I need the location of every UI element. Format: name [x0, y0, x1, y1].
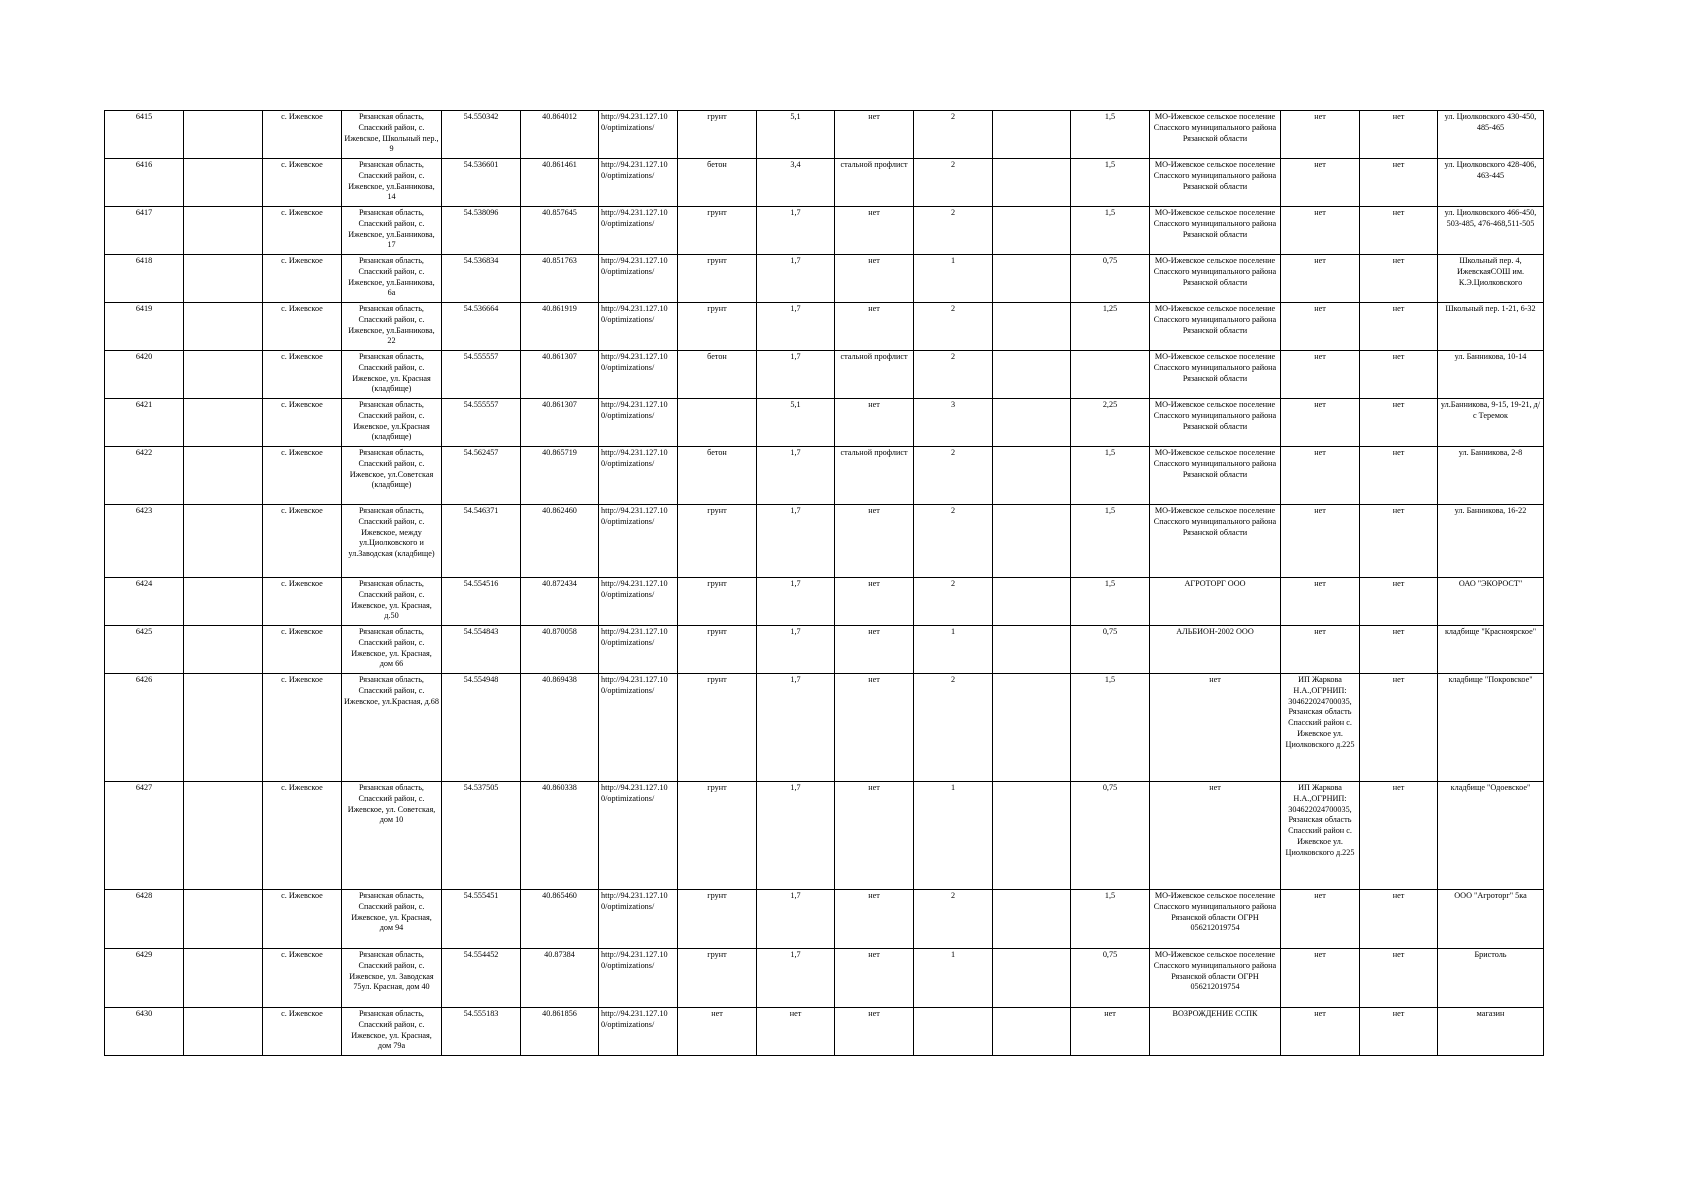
cell-served: ул. Циолковского 466-450, 503-485, 476-468,511-505	[1438, 207, 1544, 255]
cell-owner: нет	[1150, 782, 1281, 890]
cell-volume: 1,5	[1071, 505, 1150, 578]
cell-latitude: 54.536834	[442, 255, 521, 303]
cell-place: с. Ижевское	[263, 255, 342, 303]
cell-volume: 1,5	[1071, 578, 1150, 626]
cell-id: 6429	[105, 949, 184, 1008]
cell-longitude: 40.861856	[521, 1008, 599, 1056]
cell-longitude: 40.869438	[521, 674, 599, 782]
cell-place: с. Ижевское	[263, 303, 342, 351]
cell-surface: бетон	[678, 159, 757, 207]
table-row	[105, 1008, 1544, 1056]
cell-place: с. Ижевское	[263, 1008, 342, 1056]
cell-latitude: 54.536601	[442, 159, 521, 207]
cell-empty	[184, 351, 263, 399]
cell-served: Бристоль	[1438, 949, 1544, 1008]
cell-address: Рязанская область, Спасский район, с. Ижевское, ул. Советская, дом 10	[342, 782, 442, 890]
cell-col15: нет	[1281, 159, 1360, 207]
cell-served: кладбище "Одоевское"	[1438, 782, 1544, 890]
cell-id: 6424	[105, 578, 184, 626]
cell-empty	[184, 949, 263, 1008]
cell-link[interactable]: http://94.231.127.10 0/optimizations/	[599, 890, 678, 949]
cell-place: с. Ижевское	[263, 626, 342, 674]
cell-container-count: 2	[914, 447, 993, 505]
table-row	[105, 111, 1544, 159]
cell-volume: 1,5	[1071, 207, 1150, 255]
cell-address: Рязанская область, Спасский район, с. Ижевское, ул.Красная (кладбище)	[342, 399, 442, 447]
cell-fence: нет	[835, 578, 914, 626]
table-row	[105, 447, 1544, 505]
cell-empty	[993, 674, 1071, 782]
table-row	[105, 890, 1544, 949]
cell-col15: нет	[1281, 447, 1360, 505]
cell-container-count: 2	[914, 207, 993, 255]
cell-container-count: 1	[914, 626, 993, 674]
cell-surface: бетон	[678, 351, 757, 399]
cell-surface: грунт	[678, 505, 757, 578]
cell-longitude: 40.864012	[521, 111, 599, 159]
cell-surface: грунт	[678, 674, 757, 782]
cell-link[interactable]: http://94.231.127.10 0/optimizations/	[599, 351, 678, 399]
cell-id: 6415	[105, 111, 184, 159]
cell-volume: 0,75	[1071, 255, 1150, 303]
cell-latitude: 54.554948	[442, 674, 521, 782]
cell-fence: нет	[835, 505, 914, 578]
table-row	[105, 626, 1544, 674]
table-row	[105, 674, 1544, 782]
cell-latitude: 54.555183	[442, 1008, 521, 1056]
cell-surface: грунт	[678, 111, 757, 159]
cell-empty	[993, 255, 1071, 303]
cell-empty	[184, 674, 263, 782]
cell-col15: нет	[1281, 351, 1360, 399]
cell-latitude: 54.536664	[442, 303, 521, 351]
cell-container-count: 2	[914, 303, 993, 351]
cell-empty	[993, 782, 1071, 890]
cell-col16: нет	[1360, 159, 1438, 207]
cell-volume: 1,5	[1071, 447, 1150, 505]
cell-surface: грунт	[678, 303, 757, 351]
cell-surface: нет	[678, 1008, 757, 1056]
cell-longitude: 40.865460	[521, 890, 599, 949]
cell-surface: бетон	[678, 447, 757, 505]
table-row	[105, 207, 1544, 255]
cell-area: 1,7	[757, 674, 835, 782]
cell-owner: МО-Ижевское сельское поселение Спасского муниципального района Рязанской области	[1150, 303, 1281, 351]
cell-col15: нет	[1281, 303, 1360, 351]
cell-link[interactable]: http://94.231.127.10 0/optimizations/	[599, 505, 678, 578]
cell-surface: грунт	[678, 578, 757, 626]
cell-container-count: 2	[914, 674, 993, 782]
cell-owner: АЛЬБИОН-2002 ООО	[1150, 626, 1281, 674]
cell-longitude: 40.851763	[521, 255, 599, 303]
cell-place: с. Ижевское	[263, 674, 342, 782]
cell-longitude: 40.861461	[521, 159, 599, 207]
cell-latitude: 54.554516	[442, 578, 521, 626]
cell-served: магазин	[1438, 1008, 1544, 1056]
cell-area: 1,7	[757, 351, 835, 399]
cell-longitude: 40.861307	[521, 399, 599, 447]
cell-col15: нет	[1281, 890, 1360, 949]
cell-owner: МО-Ижевское сельское поселение Спасского муниципального района Рязанской области	[1150, 255, 1281, 303]
cell-address: Рязанская область, Спасский район, с. Ижевское, ул.Советская (кладбище)	[342, 447, 442, 505]
cell-volume: 1,5	[1071, 674, 1150, 782]
cell-address: Рязанская область, Спасский район, с. Ижевское, ул. Красная, дом 94	[342, 890, 442, 949]
cell-id: 6418	[105, 255, 184, 303]
cell-fence: нет	[835, 782, 914, 890]
cell-place: с. Ижевское	[263, 447, 342, 505]
cell-col15: нет	[1281, 578, 1360, 626]
cell-fence: нет	[835, 949, 914, 1008]
cell-id: 6421	[105, 399, 184, 447]
cell-surface: грунт	[678, 890, 757, 949]
cell-volume: нет	[1071, 1008, 1150, 1056]
cell-container-count: 2	[914, 351, 993, 399]
cell-volume: 1,5	[1071, 159, 1150, 207]
cell-col15: нет	[1281, 399, 1360, 447]
cell-col16: нет	[1360, 505, 1438, 578]
cell-latitude: 54.555557	[442, 399, 521, 447]
cell-link[interactable]: http://94.231.127.10 0/optimizations/	[599, 949, 678, 1008]
cell-empty	[184, 447, 263, 505]
cell-container-count: 2	[914, 890, 993, 949]
cell-surface	[678, 399, 757, 447]
cell-container-count: 1	[914, 949, 993, 1008]
cell-address: Рязанская область, Спасский район, с. Ижевское, ул.Красная, д.68	[342, 674, 442, 782]
cell-place: с. Ижевское	[263, 890, 342, 949]
cell-address: Рязанская область, Спасский район, с. Ижевское, между ул.Циолковского и ул.Заводская (кладбище)	[342, 505, 442, 578]
cell-served: кладбище "Красноярское"	[1438, 626, 1544, 674]
cell-area: 1,7	[757, 782, 835, 890]
cell-address: Рязанская область, Спасский район, с. Ижевское, ул.Банникова, 22	[342, 303, 442, 351]
cell-link[interactable]: http://94.231.127.10 0/optimizations/	[599, 207, 678, 255]
cell-col16: нет	[1360, 674, 1438, 782]
cell-place: с. Ижевское	[263, 578, 342, 626]
cell-surface: грунт	[678, 782, 757, 890]
cell-served: ул. Циолковского 430-450, 485-465	[1438, 111, 1544, 159]
table-row	[105, 351, 1544, 399]
cell-empty	[184, 207, 263, 255]
cell-address: Рязанская область, Спасский район, с. Ижевское, Школьный пер., 9	[342, 111, 442, 159]
cell-fence: нет	[835, 674, 914, 782]
cell-served: ул.Банникова, 9-15, 19-21, д/с Теремок	[1438, 399, 1544, 447]
cell-address: Рязанская область, Спасский район, с. Ижевское, ул. Красная, дом 79а	[342, 1008, 442, 1056]
cell-id: 6425	[105, 626, 184, 674]
cell-link[interactable]: http://94.231.127.10 0/optimizations/	[599, 159, 678, 207]
cell-col15: нет	[1281, 505, 1360, 578]
cell-address: Рязанская область, Спасский район, с. Ижевское, ул. Красная, д.50	[342, 578, 442, 626]
cell-address: Рязанская область, Спасский район, с. Ижевское, ул. Заводская 75ул. Красная, дом 40	[342, 949, 442, 1008]
cell-place: с. Ижевское	[263, 782, 342, 890]
cell-empty	[993, 1008, 1071, 1056]
cell-fence: нет	[835, 207, 914, 255]
cell-served: ул. Банникова, 2-8	[1438, 447, 1544, 505]
cell-latitude: 54.550342	[442, 111, 521, 159]
cell-col15: ИП Жаркова Н.А.,ОГРНИП: 304622024700035, Рязанская область Спасский район с. Ижевское ул. Циолковского д.225	[1281, 782, 1360, 890]
cell-id: 6419	[105, 303, 184, 351]
cell-address: Рязанская область, Спасский район, с. Ижевское, ул. Красная (кладбище)	[342, 351, 442, 399]
cell-empty	[184, 578, 263, 626]
cell-col15: нет	[1281, 949, 1360, 1008]
cell-empty	[993, 626, 1071, 674]
cell-owner: МО-Ижевское сельское поселение Спасского муниципального района Рязанской области ОГРН 056212019754	[1150, 890, 1281, 949]
registry-table	[104, 110, 1544, 1056]
cell-owner: МО-Ижевское сельское поселение Спасского муниципального района Рязанской области	[1150, 159, 1281, 207]
cell-col16: нет	[1360, 949, 1438, 1008]
cell-surface: грунт	[678, 255, 757, 303]
cell-served: ул. Банникова, 10-14	[1438, 351, 1544, 399]
cell-empty	[993, 505, 1071, 578]
cell-id: 6422	[105, 447, 184, 505]
cell-volume	[1071, 351, 1150, 399]
cell-col15: нет	[1281, 255, 1360, 303]
cell-served: ООО "Агроторг" 5ка	[1438, 890, 1544, 949]
cell-latitude: 54.554843	[442, 626, 521, 674]
cell-address: Рязанская область, Спасский район, с. Ижевское, ул.Банникова, 14	[342, 159, 442, 207]
cell-col16: нет	[1360, 111, 1438, 159]
cell-container-count: 3	[914, 399, 993, 447]
cell-area: 5,1	[757, 111, 835, 159]
table-row	[105, 303, 1544, 351]
cell-col15: ИП Жаркова Н.А.,ОГРНИП: 304622024700035, Рязанская область Спасский район с. Ижевское ул. Циолковского д.225	[1281, 674, 1360, 782]
cell-link[interactable]: http://94.231.127.10 0/optimizations/	[599, 626, 678, 674]
cell-area: 1,7	[757, 949, 835, 1008]
cell-empty	[993, 351, 1071, 399]
cell-col15: нет	[1281, 111, 1360, 159]
cell-empty	[993, 890, 1071, 949]
cell-longitude: 40.872434	[521, 578, 599, 626]
cell-empty	[184, 159, 263, 207]
cell-container-count: 1	[914, 782, 993, 890]
cell-link[interactable]: http://94.231.127.10 0/optimizations/	[599, 447, 678, 505]
cell-id: 6417	[105, 207, 184, 255]
cell-col16: нет	[1360, 399, 1438, 447]
cell-empty	[184, 626, 263, 674]
cell-place: с. Ижевское	[263, 505, 342, 578]
cell-served: ул. Банникова, 16-22	[1438, 505, 1544, 578]
cell-empty	[993, 949, 1071, 1008]
cell-address: Рязанская область, Спасский район, с. Ижевское, ул.Банникова, 6а	[342, 255, 442, 303]
cell-volume: 0,75	[1071, 949, 1150, 1008]
cell-owner: МО-Ижевское сельское поселение Спасского муниципального района Рязанской области	[1150, 351, 1281, 399]
cell-col15: нет	[1281, 626, 1360, 674]
cell-col16: нет	[1360, 1008, 1438, 1056]
cell-place: с. Ижевское	[263, 949, 342, 1008]
cell-link[interactable]: http://94.231.127.10 0/optimizations/	[599, 111, 678, 159]
cell-address: Рязанская область, Спасский район, с. Ижевское, ул.Банникова, 17	[342, 207, 442, 255]
cell-volume: 1,25	[1071, 303, 1150, 351]
cell-latitude: 54.538096	[442, 207, 521, 255]
cell-link[interactable]: http://94.231.127.10 0/optimizations/	[599, 303, 678, 351]
cell-link[interactable]: http://94.231.127.10 0/optimizations/	[599, 1008, 678, 1056]
cell-surface: грунт	[678, 626, 757, 674]
cell-empty	[184, 399, 263, 447]
cell-volume: 1,5	[1071, 111, 1150, 159]
cell-fence: стальной профлист	[835, 447, 914, 505]
cell-longitude: 40.860338	[521, 782, 599, 890]
cell-served: ОАО "ЭКОРОСТ"	[1438, 578, 1544, 626]
cell-id: 6427	[105, 782, 184, 890]
cell-longitude: 40.865719	[521, 447, 599, 505]
cell-id: 6416	[105, 159, 184, 207]
cell-col16: нет	[1360, 578, 1438, 626]
table-row	[105, 399, 1544, 447]
cell-fence: нет	[835, 255, 914, 303]
cell-empty	[184, 890, 263, 949]
cell-empty	[993, 447, 1071, 505]
cell-owner: МО-Ижевское сельское поселение Спасского муниципального района Рязанской области	[1150, 111, 1281, 159]
cell-owner: МО-Ижевское сельское поселение Спасского муниципального района Рязанской области ОГРН 056212019754	[1150, 949, 1281, 1008]
cell-surface: грунт	[678, 949, 757, 1008]
cell-latitude: 54.555451	[442, 890, 521, 949]
cell-longitude: 40.862460	[521, 505, 599, 578]
cell-link[interactable]: http://94.231.127.10 0/optimizations/	[599, 578, 678, 626]
cell-empty	[993, 578, 1071, 626]
cell-owner: АГРОТОРГ ООО	[1150, 578, 1281, 626]
cell-id: 6428	[105, 890, 184, 949]
cell-fence: стальной профлист	[835, 351, 914, 399]
cell-empty	[993, 159, 1071, 207]
cell-owner: нет	[1150, 674, 1281, 782]
cell-area: 1,7	[757, 505, 835, 578]
cell-longitude: 40.87384	[521, 949, 599, 1008]
cell-latitude: 54.546371	[442, 505, 521, 578]
cell-col16: нет	[1360, 255, 1438, 303]
cell-volume: 2,25	[1071, 399, 1150, 447]
cell-served: ул. Циолковского 428-406, 463-445	[1438, 159, 1544, 207]
cell-link[interactable]: http://94.231.127.10 0/optimizations/	[599, 399, 678, 447]
table-row	[105, 159, 1544, 207]
cell-fence: нет	[835, 1008, 914, 1056]
table-row	[105, 255, 1544, 303]
cell-empty	[184, 111, 263, 159]
cell-longitude: 40.857645	[521, 207, 599, 255]
cell-empty	[993, 303, 1071, 351]
cell-col16: нет	[1360, 303, 1438, 351]
cell-link[interactable]: http://94.231.127.10 0/optimizations/	[599, 674, 678, 782]
cell-id: 6430	[105, 1008, 184, 1056]
cell-address: Рязанская область, Спасский район, с. Ижевское, ул. Красная, дом 66	[342, 626, 442, 674]
cell-place: с. Ижевское	[263, 399, 342, 447]
cell-link[interactable]: http://94.231.127.10 0/optimizations/	[599, 255, 678, 303]
cell-owner: МО-Ижевское сельское поселение Спасского муниципального района Рязанской области	[1150, 399, 1281, 447]
cell-fence: нет	[835, 399, 914, 447]
cell-fence: стальной профлист	[835, 159, 914, 207]
cell-container-count: 2	[914, 111, 993, 159]
cell-area: 1,7	[757, 890, 835, 949]
cell-col16: нет	[1360, 207, 1438, 255]
cell-owner: МО-Ижевское сельское поселение Спасского муниципального района Рязанской области	[1150, 207, 1281, 255]
cell-area: 1,7	[757, 255, 835, 303]
cell-col15: нет	[1281, 1008, 1360, 1056]
cell-longitude: 40.861919	[521, 303, 599, 351]
cell-owner: ВОЗРОЖДЕНИЕ ССПК	[1150, 1008, 1281, 1056]
cell-fence: нет	[835, 890, 914, 949]
cell-id: 6423	[105, 505, 184, 578]
cell-col16: нет	[1360, 626, 1438, 674]
cell-place: с. Ижевское	[263, 111, 342, 159]
cell-place: с. Ижевское	[263, 159, 342, 207]
table-row	[105, 782, 1544, 890]
table-row	[105, 578, 1544, 626]
cell-empty	[184, 782, 263, 890]
cell-served: Школьный пер. 1-21, 6-32	[1438, 303, 1544, 351]
cell-container-count: 2	[914, 159, 993, 207]
cell-container-count: 1	[914, 255, 993, 303]
cell-volume: 0,75	[1071, 626, 1150, 674]
cell-col16: нет	[1360, 351, 1438, 399]
cell-fence: нет	[835, 111, 914, 159]
cell-latitude: 54.562457	[442, 447, 521, 505]
cell-longitude: 40.870058	[521, 626, 599, 674]
cell-area: 1,7	[757, 303, 835, 351]
table-row	[105, 949, 1544, 1008]
cell-owner: МО-Ижевское сельское поселение Спасского муниципального района Рязанской области	[1150, 505, 1281, 578]
cell-empty	[993, 207, 1071, 255]
cell-link[interactable]: http://94.231.127.10 0/optimizations/	[599, 782, 678, 890]
cell-container-count: 2	[914, 505, 993, 578]
cell-served: кладбище "Покровское"	[1438, 674, 1544, 782]
cell-area: 1,7	[757, 447, 835, 505]
cell-owner: МО-Ижевское сельское поселение Спасского муниципального района Рязанской области	[1150, 447, 1281, 505]
cell-latitude: 54.554452	[442, 949, 521, 1008]
cell-area: 1,7	[757, 578, 835, 626]
cell-empty	[993, 399, 1071, 447]
cell-col15: нет	[1281, 207, 1360, 255]
cell-empty	[184, 505, 263, 578]
cell-empty	[184, 1008, 263, 1056]
cell-empty	[184, 303, 263, 351]
cell-empty	[184, 255, 263, 303]
cell-col16: нет	[1360, 890, 1438, 949]
cell-area: нет	[757, 1008, 835, 1056]
cell-col16: нет	[1360, 782, 1438, 890]
cell-served: Школьный пер. 4, ИжевскаяСОШ им. К.Э.Циолковского	[1438, 255, 1544, 303]
cell-area: 5,1	[757, 399, 835, 447]
cell-id: 6426	[105, 674, 184, 782]
cell-volume: 0,75	[1071, 782, 1150, 890]
cell-longitude: 40.861307	[521, 351, 599, 399]
cell-fence: нет	[835, 626, 914, 674]
cell-col16: нет	[1360, 447, 1438, 505]
table-row	[105, 505, 1544, 578]
cell-container-count: 2	[914, 578, 993, 626]
cell-fence: нет	[835, 303, 914, 351]
cell-area: 1,7	[757, 207, 835, 255]
cell-place: с. Ижевское	[263, 207, 342, 255]
cell-place: с. Ижевское	[263, 351, 342, 399]
cell-surface: грунт	[678, 207, 757, 255]
cell-area: 1,7	[757, 626, 835, 674]
cell-latitude: 54.555557	[442, 351, 521, 399]
cell-empty	[993, 111, 1071, 159]
cell-id: 6420	[105, 351, 184, 399]
cell-area: 3,4	[757, 159, 835, 207]
cell-container-count	[914, 1008, 993, 1056]
cell-latitude: 54.537505	[442, 782, 521, 890]
cell-volume: 1,5	[1071, 890, 1150, 949]
